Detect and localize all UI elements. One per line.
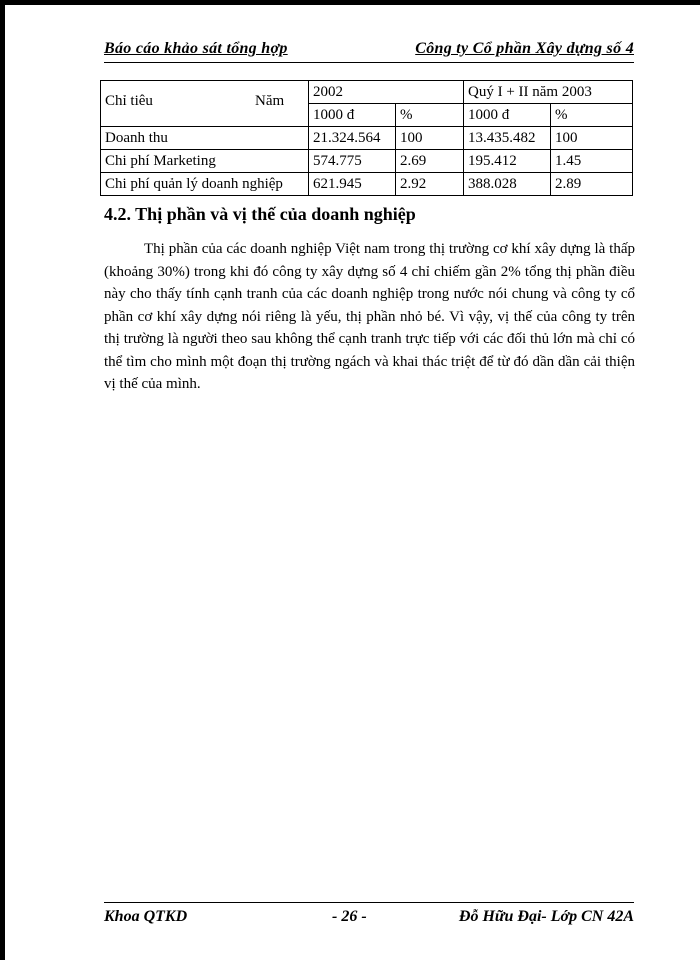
section-heading: 4.2. Thị phần và vị thế của doanh nghiệp <box>104 204 416 224</box>
table-row <box>101 127 633 150</box>
value-2002: 21.324.564 <box>309 127 396 150</box>
page-header <box>104 40 634 62</box>
percent-2002: 2.69 <box>396 150 464 173</box>
row-label: Chi phí quản lý doanh nghiệp <box>101 173 309 196</box>
header-company-name: Công ty Cổ phần Xây dựng số 4 <box>415 40 634 57</box>
table-row <box>101 173 633 196</box>
value-2003: 13.435.482 <box>464 127 551 150</box>
criteria-label: Chỉ tiêu <box>105 92 153 109</box>
period-2002-header: 2002 <box>309 81 464 104</box>
criteria-year-header <box>101 81 309 127</box>
percent-header: % <box>396 104 464 127</box>
value-2003: 388.028 <box>464 173 551 196</box>
row-label: Chi phí Marketing <box>101 150 309 173</box>
header-report-title: Báo cáo khảo sát tổng hợp <box>104 40 288 57</box>
period-2003-header: Quý I + II năm 2003 <box>464 81 633 104</box>
table-row <box>101 150 633 173</box>
value-2002: 574.775 <box>309 150 396 173</box>
percent-header: % <box>551 104 633 127</box>
value-2003: 195.412 <box>464 150 551 173</box>
section-paragraph <box>104 238 635 396</box>
row-label: Doanh thu <box>101 127 309 150</box>
unit-header: 1000 đ <box>309 104 396 127</box>
year-label: Năm <box>255 92 285 109</box>
header-divider <box>104 62 634 63</box>
table-header-row <box>101 81 633 104</box>
page-number: - 26 - <box>332 908 367 925</box>
page-footer <box>104 908 634 930</box>
paragraph-text: Thị phần của các doanh nghiệp Việt nam trong thị trường cơ khí xây dựng là thấp (khoảng 30%) trong khi đó công ty xây dựng số 4 chỉ chiếm gần 2% tổng thị phần điều này cho thấy tính cạnh tranh của các doanh nghiệp trong nước nói chung và công ty cổ phần cơ khí xây dựng nói riêng là yếu, thị phần nhỏ bé. Vì vậy, vị thế của công ty trên thị trường là người theo sau không thể cạnh tranh trực tiếp với các đối thủ lớn mà chỉ có thể tìm cho mình một đoạn thị trường ngách và khai thác triệt để từ đó dần dần cải thiện vị thế của mình. <box>104 241 635 392</box>
percent-2003: 100 <box>551 127 633 150</box>
value-2002: 621.945 <box>309 173 396 196</box>
percent-2003: 1.45 <box>551 150 633 173</box>
financial-table <box>100 80 633 196</box>
footer-author: Đỗ Hữu Đại- Lớp CN 42A <box>458 908 634 925</box>
unit-header: 1000 đ <box>464 104 551 127</box>
footer-faculty: Khoa QTKD <box>104 908 188 925</box>
percent-2002: 2.92 <box>396 173 464 196</box>
percent-2003: 2.89 <box>551 173 633 196</box>
footer-divider <box>104 902 634 903</box>
percent-2002: 100 <box>396 127 464 150</box>
